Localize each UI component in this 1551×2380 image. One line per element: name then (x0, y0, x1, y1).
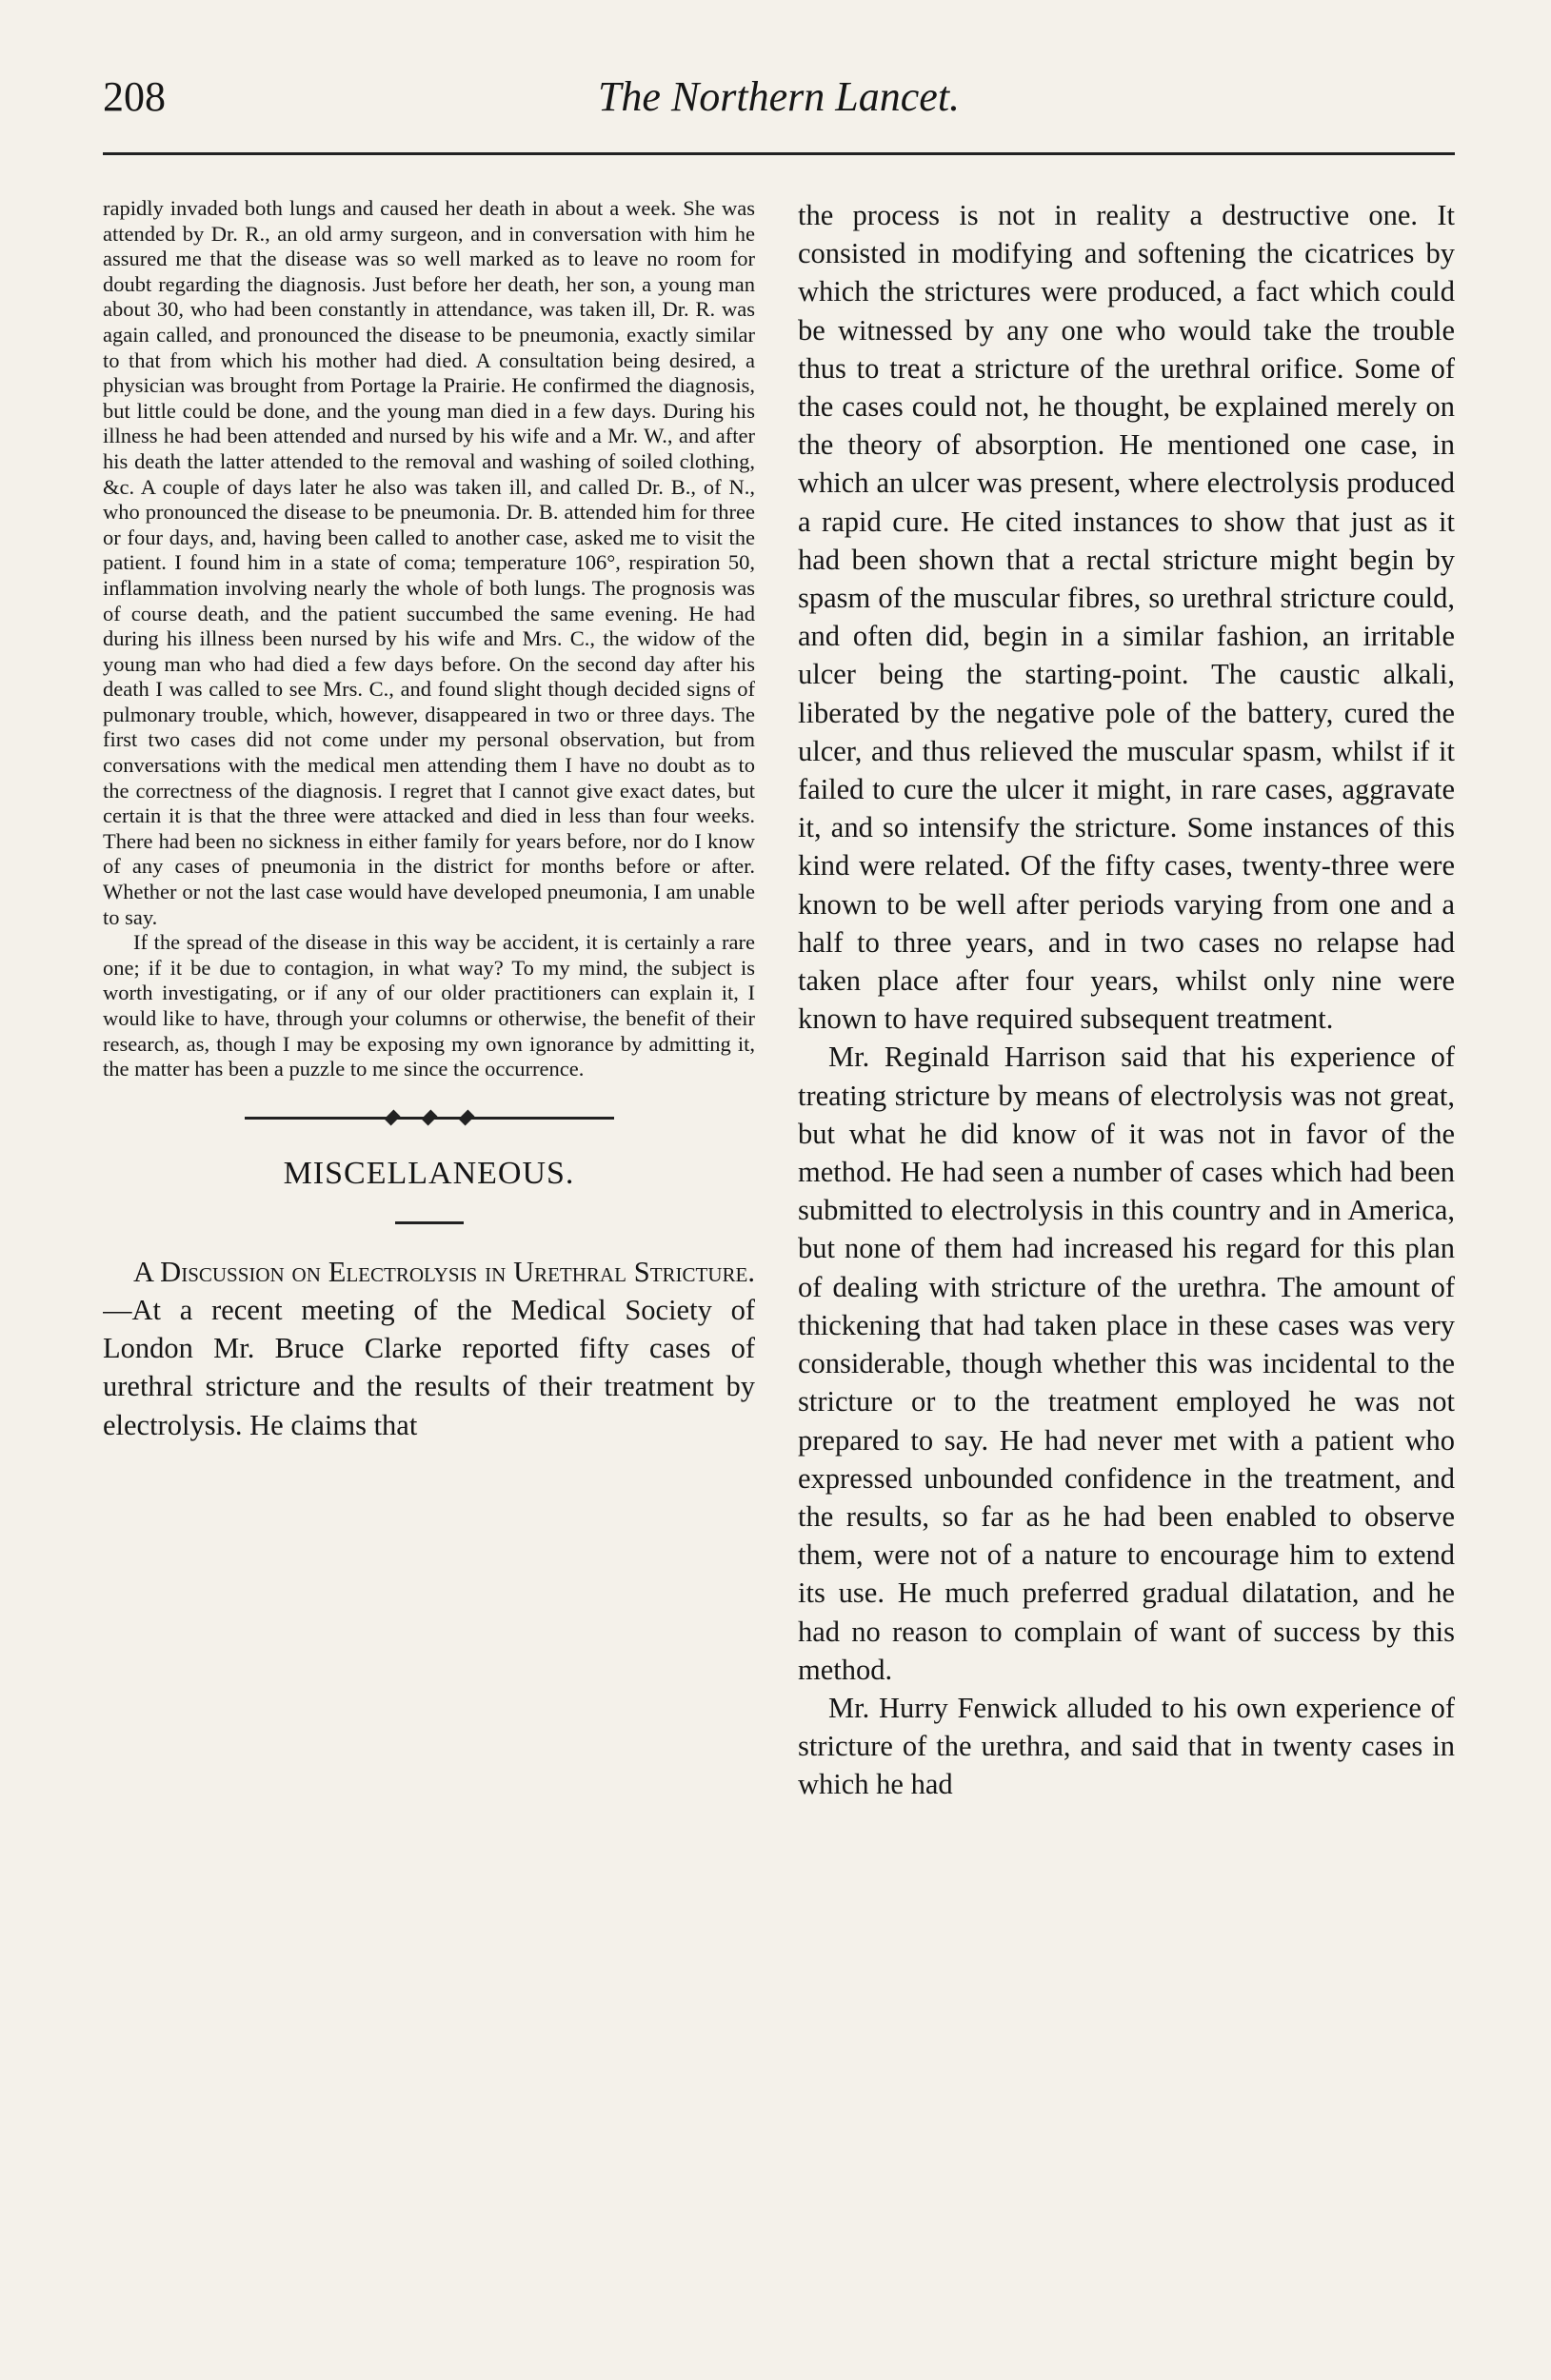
article-paragraph: the process is not in reality a destructive one. It consisted in modifying and softening the cicatrices by which the strictures were produced, a fact which could be witnessed by any one who would take the trouble thus to treat a stricture of the urethral orifice. Some of the cases could not, he thought, be explained merely on the theory of absorption. He mentioned one case, in which an ulcer was present, where electrolysis produced a rapid cure. He cited instances to show that just as it had been shown that a rectal stricture might begin by spasm of the muscular fibres, so urethral stricture could, and often did, begin in a similar fashion, an irritable ulcer being the starting-point. The caustic alkali, liberated by the negative pole of the battery, cured the ulcer, and thus relieved the muscular spasm, whilst if it failed to cure the ulcer it might, in rare cases, aggravate it, and so intensify the stricture. Some instances of this kind were related. Of the fifty cases, twenty-three were known to be well after periods varying from one and a half to three years, and in two cases no relapse had taken place after four years, whilst only nine were known to have required subsequent treatment. (798, 199, 1455, 1036)
page-header (103, 65, 1455, 122)
right-column (798, 196, 1455, 2350)
left-column (103, 196, 755, 2350)
article-paragraph: Mr. Hurry Fenwick alluded to his own experience of stricture of the urethra, and said that in twenty cases in which he had (798, 1691, 1455, 1801)
article-paragraph: Mr. Reginald Harrison said that his experience of treating stricture by means of electrolysis was not great, but what he did know of it was not in favor of the method. He had seen a number of cases which had been submitted to electrolysis in this country and in America, but none of them had increased his regard for this plan of dealing with stricture of the urethra. The amount of thickening that had taken place in these cases was very considerable, though whether this was incidental to the stricture or to the treatment employed he was not prepared to say. He had never met with a patient who expressed unbounded confidence in the treatment, and the results, so far as he had been enabled to observe them, were not of a nature to encourage him to extend its use. He much preferred gradual dilatation, and he had no reason to complain of want of success by this method. (798, 1041, 1455, 1686)
divider-diamond (458, 1109, 474, 1125)
divider-diamond (384, 1109, 400, 1125)
ornamental-divider (245, 1107, 614, 1128)
short-divider (395, 1221, 464, 1224)
article-intro-text: —At a recent meeting of the Medical Society of London Mr. Bruce Clarke reported fifty cases of urethral stricture and the results of their treatment by electrolysis. He claims that (103, 1293, 755, 1441)
section-heading: MISCELLANEOUS. (283, 1155, 575, 1191)
letter-paragraph: rapidly invaded both lungs and caused her death in about a week. She was attended by Dr. R., an old army surgeon, and in conversation with him he assured me that the disease was so well marked as to leave no room for doubt regarding the diagnosis. Just before her death, her son, a young man about 30, who had been constantly in attendance, was taken ill, Dr. R. was again called, and pronounced the disease to be pneumonia, exactly similar to that from which his mother had died. A consultation being desired, a physician was brought from Portage la Prairie. He confirmed the diagnosis, but little could be done, and the young man died in a few days. During his illness he had been attended and nursed by his wife and a Mr. W., and after his death the latter attended to the removal and washing of soiled clothing, &c. A couple of days later he also was taken ill, and called Dr. B., of N., who pronounced the disease to be pneumonia. Dr. B. attended him for three or four days, and, having been called to another case, asked me to visit the patient. I found him in a state of coma; temperature 106°, respiration 50, inflammation involving nearly the whole of both lungs. The prognosis was of course death, and the patient succumbed the same evening. He had during his illness been nursed by his wife and Mrs. C., the widow of the young man who had died a few days before. On the second day after his death I was called to see Mrs. C., and found slight though decided signs of pulmonary trouble, which, however, disappeared in two or three days. The first two cases did not come under my personal observation, but from conversations with the medical men attending them I have no doubt as to the correctness of the diagnosis. I regret that I cannot give exact dates, but certain it is that the three were attacked and died in less than four weeks. There had been no sickness in either family for years before, nor do I know of any cases of pneumonia in the district for months before or after. Whether or not the last case would have developed pneumonia, I am unable to say. (103, 196, 755, 929)
page-number: 208 (103, 73, 166, 120)
journal-title: The Northern Lancet. (597, 73, 961, 120)
article-title: A Discussion on Electrolysis in Urethral Stricture. (133, 1255, 755, 1288)
header-rule (103, 152, 1455, 155)
article-intro-paragraph (103, 1253, 755, 1444)
divider-diamond (421, 1109, 437, 1125)
letter-paragraph: If the spread of the disease in this way be accident, it is certainly a rare one; if it be due to contagion, in what way? To my mind, the subject is worth investigating, or if any of our older practitioners can explain it, I would like to have, through your columns or otherwise, the benefit of their research, as, though I may be exposing my own ignorance by admitting it, the matter has been a puzzle to me since the occurrence. (103, 930, 755, 1081)
